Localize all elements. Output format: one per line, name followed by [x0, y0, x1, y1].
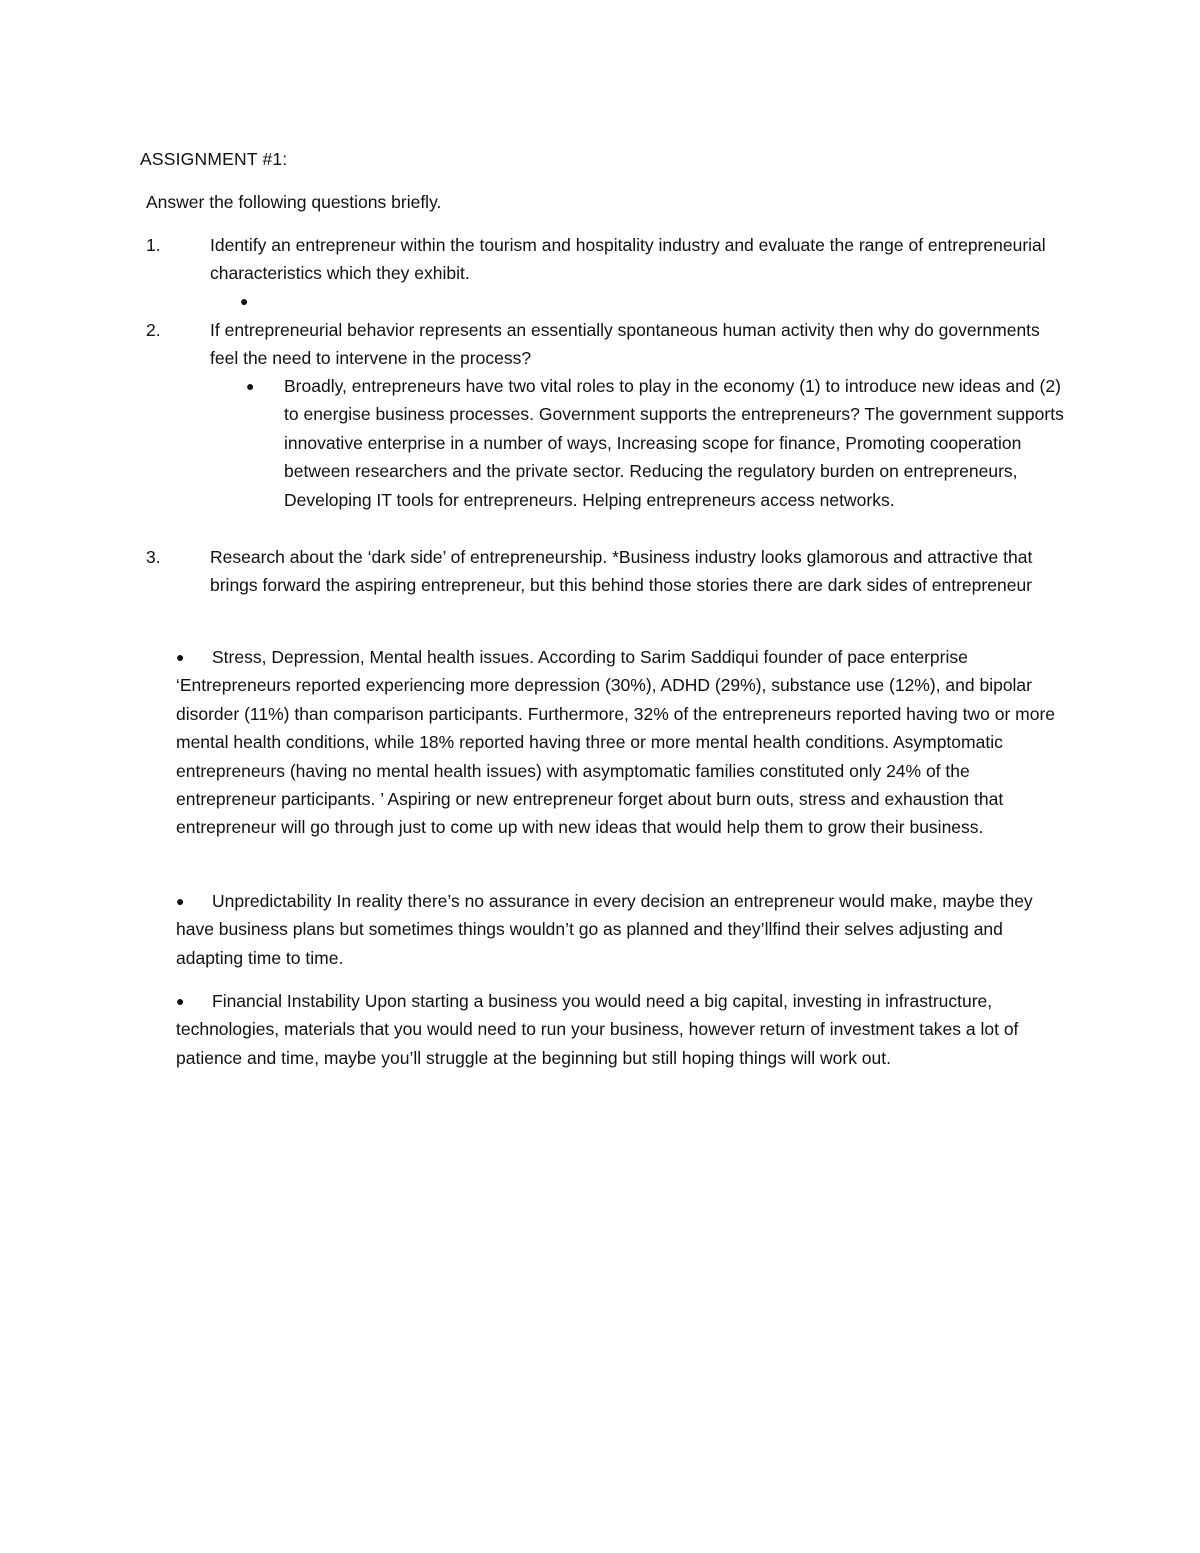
dark-side-point-1 [176, 643, 1066, 842]
question-text: If entrepreneurial behavior represents an essentially spontaneous human activity then why do governments feel the need to intervene in the process? [210, 320, 1040, 369]
point-text: Financial Instability Upon starting a business you would need a big capital, investing in infrastructure, technologies, materials that you would need to run your business, however return of investment takes a lot of patience and time, maybe you’ll struggle at the beginning but still hoping things will work out. [176, 991, 1019, 1068]
question-2 [146, 316, 1066, 376]
bullet-icon: ● [176, 993, 185, 1009]
instruction-text: Answer the following questions briefly. [146, 192, 442, 212]
point-text: Unpredictability In reality there’s no assurance in every decision an entrepreneur would make, maybe they have business plans but sometimes things wouldn’t go as planned and they’llfind their selves adjusting and adapting time to time. [176, 891, 1033, 968]
dark-side-point-3 [176, 987, 1066, 1072]
question-number: 3. [146, 547, 161, 567]
question-text: Research about the ‘dark side’ of entrepreneurship. *Business industry looks glamorous and attractive that brings forward the aspiring entrepreneur, but this behind those stories there are dark sides of entrepreneur [210, 547, 1033, 596]
answer-text: Broadly, entrepreneurs have two vital roles to play in the economy (1) to introduce new ideas and (2) to energise business processes. Government supports the entrepreneurs? The government supports innovative enterprise in a number of ways, Increasing scope for finance, Promoting cooperation between researchers and the private sector. Reducing the regulatory burden on entrepreneurs, Developing IT tools for entrepreneurs. Helping entrepreneurs access networks. [284, 376, 1064, 510]
question-1 [146, 231, 1066, 291]
question-text: Identify an entrepreneur within the tourism and hospitality industry and evaluate the range of entrepreneurial characteristics which they exhibit. [210, 235, 1046, 284]
bullet-icon: ● [176, 649, 185, 665]
assignment-heading: ASSIGNMENT #1: [140, 149, 288, 169]
question-3 [146, 543, 1066, 633]
point-text: Stress, Depression, Mental health issues. According to Sarim Saddiqui founder of pace enterprise ‘Entrepreneurs reported experiencing more depression (30%), ADHD (29%), substance use (12%), and bipolar disorder (11%) than comparison participants. Furthermore, 32% of the entrepreneurs reported having two or more mental health conditions, while 18% reported having three or more mental health conditions. Asymptomatic entrepreneurs (having no mental health issues) with asymptomatic families constituted only 24% of the entrepreneur participants. ’ Aspiring or new entrepreneur forget about burn outs, stress and exhaustion that entrepreneur will go through just to come up with new ideas that would help them to grow their business. [176, 647, 1055, 838]
bullet-icon: ● [246, 378, 255, 394]
bullet-icon: ● [240, 293, 249, 309]
question-number: 2. [146, 320, 161, 340]
bullet-icon: ● [176, 893, 185, 909]
question-number: 1. [146, 235, 161, 255]
question-2-answer-bullet [246, 372, 1066, 542]
dark-side-point-2 [176, 887, 1066, 972]
